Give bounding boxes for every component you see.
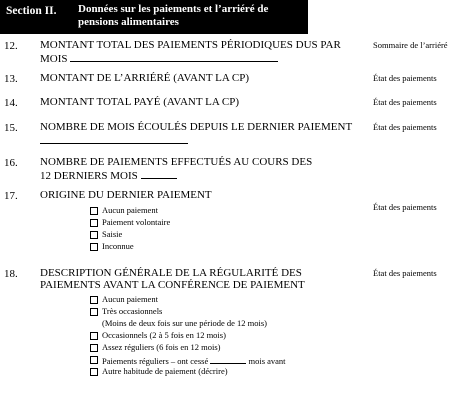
- option-note: (Moins de deux fois sur une période de 12 mois): [102, 318, 268, 328]
- answer-line[interactable]: [40, 134, 188, 144]
- options-18: [90, 294, 360, 378]
- answer-line[interactable]: [70, 52, 278, 62]
- item-label: MONTANT TOTAL PAYÉ (AVANT LA CP): [40, 96, 240, 108]
- item-number: 17.: [4, 190, 18, 202]
- option-occasionnels[interactable]: Occasionnels (2 à 5 fois en 12 mois): [90, 330, 360, 342]
- item-number: 14.: [4, 97, 18, 109]
- item-label: NOMBRE DE MOIS ÉCOULÉS DEPUIS LE DERNIER PAIEMENT: [40, 122, 370, 147]
- answer-line[interactable]: [141, 169, 177, 179]
- option-aucun-paiement[interactable]: Aucun paiement: [90, 294, 360, 306]
- option-saisie[interactable]: Saisie: [90, 229, 360, 241]
- item-number: 16.: [4, 157, 18, 169]
- checkbox[interactable]: [90, 243, 98, 251]
- answer-line[interactable]: [210, 354, 246, 364]
- item-number: 15.: [4, 122, 18, 134]
- item-label: DESCRIPTION GÉNÉRALE DE LA RÉGULARITÉ DES PAIEMENTS AVANT LA CONFÉRENCE DE PAIEMENT: [40, 267, 305, 291]
- item-label: ORIGINE DU DERNIER PAIEMENT: [40, 189, 212, 201]
- checkbox[interactable]: [90, 296, 98, 304]
- checkbox[interactable]: [90, 308, 98, 316]
- item-label: MONTANT TOTAL DES PAIEMENTS PÉRIODIQUES DUS PAR MOIS: [40, 39, 341, 65]
- option-assez-reguliers[interactable]: Assez réguliers (6 fois en 12 mois): [90, 342, 360, 354]
- option-tres-occasionnels[interactable]: Très occasionnels: [90, 306, 360, 318]
- checkbox[interactable]: [90, 207, 98, 215]
- option-autre[interactable]: Autre habitude de paiement (décrire): [90, 366, 360, 378]
- checkbox[interactable]: [90, 368, 98, 376]
- source-reference: État des paiements: [373, 122, 437, 132]
- option-paiements-reguliers[interactable]: Paiements réguliers – ont cessé mois avant: [90, 354, 360, 366]
- checkbox[interactable]: [90, 344, 98, 352]
- section-title: Données sur les paiements et l’arriéré de pensions alimentaires: [78, 3, 269, 28]
- source-reference: État des paiements: [373, 202, 437, 212]
- checkbox[interactable]: [90, 356, 98, 364]
- checkbox[interactable]: [90, 332, 98, 340]
- source-reference: État des paiements: [373, 73, 437, 83]
- option-paiement-volontaire[interactable]: Paiement volontaire: [90, 217, 360, 229]
- option-aucun-paiement[interactable]: Aucun paiement: [90, 205, 360, 217]
- section-number: Section II.: [6, 5, 57, 17]
- item-number: 12.: [4, 40, 18, 52]
- source-reference: État des paiements: [373, 97, 437, 107]
- section-header: [0, 0, 308, 34]
- item-label: MONTANT DE L’ARRIÉRÉ (AVANT LA CP): [40, 72, 250, 84]
- options-17: [90, 205, 360, 253]
- item-label: NOMBRE DE PAIEMENTS EFFECTUÉS AU COURS DES 12 DERNIERS MOIS: [40, 156, 313, 182]
- source-reference: État des paiements: [373, 268, 437, 278]
- item-number: 13.: [4, 73, 18, 85]
- source-reference: Sommaire de l’arriéré: [373, 40, 448, 50]
- item-number: 18.: [4, 268, 18, 280]
- checkbox[interactable]: [90, 231, 98, 239]
- option-inconnue[interactable]: Inconnue: [90, 241, 360, 253]
- checkbox[interactable]: [90, 219, 98, 227]
